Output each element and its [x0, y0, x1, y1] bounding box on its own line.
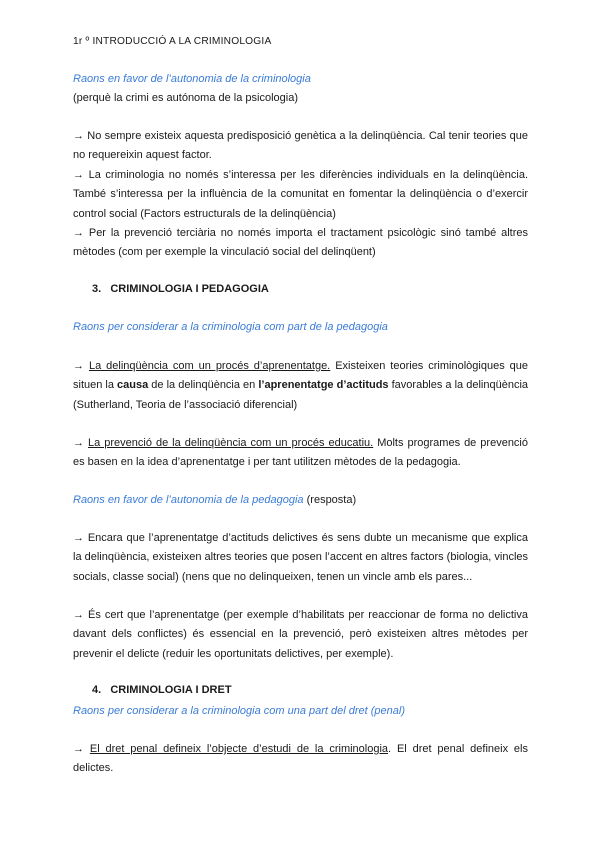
autonomy-criminology-note: (perquè la crimi es autónoma de la psicologia) [73, 92, 299, 104]
autonomy-criminology-subtitle: Raons en favor de l’autonomia de la criminologia [73, 73, 311, 85]
autonomy-bullet-2: → La criminologia no només s’interessa per les diferències individuals en la delinqüència. També s’interessa per la influència de la comunitat en fomentar la delinqüència o d’exercir control social (Factors estructurals de la delinqüència) [73, 169, 528, 220]
section-4-heading: 4. CRIMINOLOGIA I DRET [92, 684, 232, 696]
autonomy-bullet-1: → No sempre existeix aquesta predisposició genètica a la delinqüència. Cal tenir teories que no requereixin aquest factor. [73, 130, 528, 162]
section-3-paragraph-3: → Encara que l’aprenentatge d’actituds delictives és sens dubte un mecanisme que explica la delinqüència, existeixen altres teories que posen l’accent en altres factors (biologia, vincles socials, classe social) (nens que no delinqueixen, tenen un vincle amb els pares... [73, 532, 528, 583]
section-3-paragraph-2: → La prevenció de la delinqüència com un procés educatiu. Molts programes de prevenció es basen en la idea d’aprenentatge i per tant utilitzen mètodes de la pedagogia. [73, 437, 528, 469]
section-3-paragraph-4: → És cert que l’aprenentatge (per exemple d’habilitats per reaccionar de forma no delictiva davant dels conflictes) és essencial en la prevenció, però existeixen altres mètodes per prevenir el delicte (reduir les oportunitats delictives, per exemple). [73, 609, 528, 660]
page-header: 1r º INTRODUCCIÓ A LA CRIMINOLOGIA [73, 36, 272, 47]
section-3-paragraph-1: → La delinqüència com un procés d’aprenentatge. Existeixen teories criminològiques que situen la causa de la delinqüència en l’aprenentatge d’actituds favorables a la delinqüència (Sutherland, Teoria de l’associació diferencial) [73, 360, 529, 411]
section-3-subtitle-2: Raons en favor de l’autonomia de la pedagogia (resposta) [73, 494, 357, 506]
autonomy-bullet-3: → Per la prevenció terciària no només importa el tractament psicològic sinó també altres mètodes (com per exemple la vinculació social del delinqüent) [73, 227, 528, 259]
section-4-subtitle: Raons per considerar a la criminologia com una part del dret (penal) [73, 705, 406, 717]
section-3-subtitle: Raons per considerar a la criminologia com part de la pedagogia [73, 321, 388, 333]
section-3-heading: 3. CRIMINOLOGIA I PEDAGOGIA [92, 283, 269, 295]
section-4-paragraph-1: → El dret penal defineix l’objecte d’estudi de la criminologia. El dret penal defineix els delictes. [73, 743, 528, 775]
